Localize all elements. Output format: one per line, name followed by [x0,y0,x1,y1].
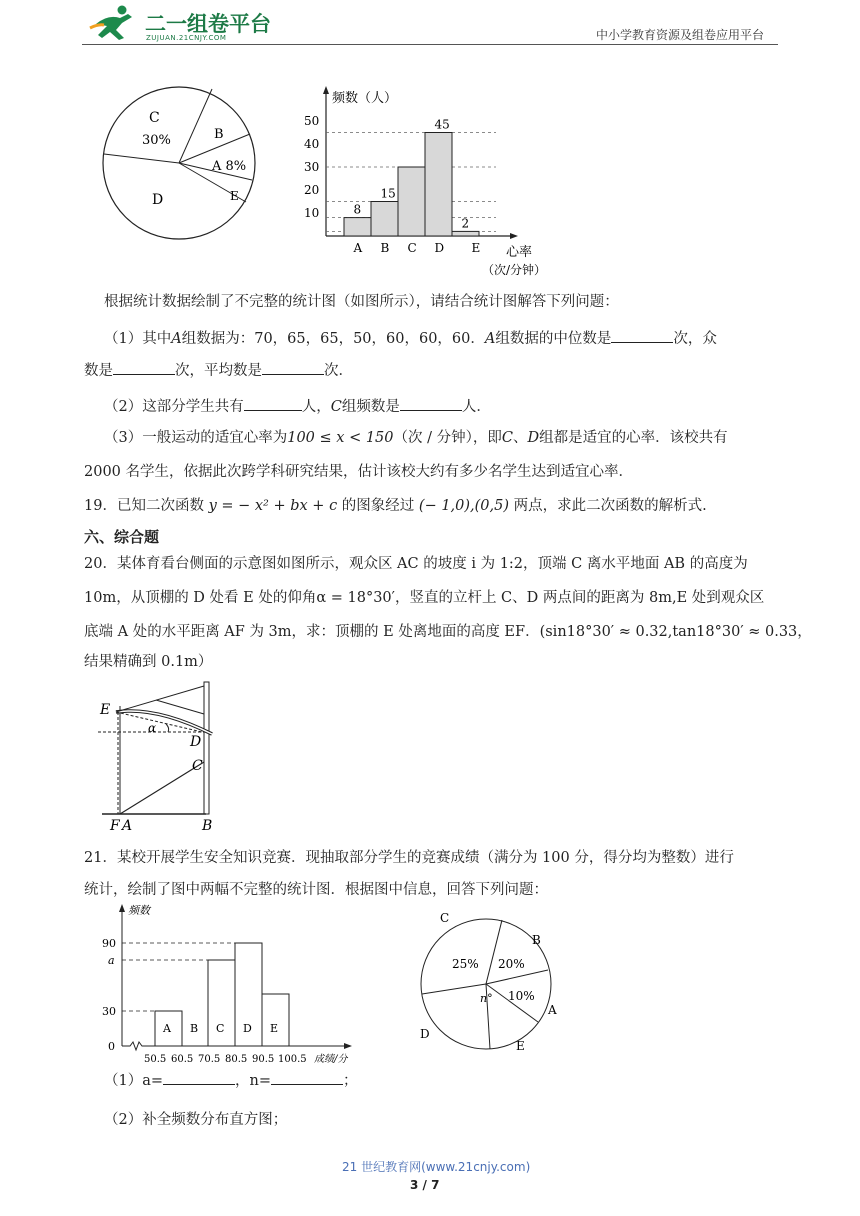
label-c: C [192,758,203,774]
header-right-text: 中小学教育资源及组卷应用平台 [596,28,765,42]
logo-subtext: ZUJUAN.21CNJY.COM [146,34,227,42]
q21-part1: （1）a= ，n= ； [104,1070,358,1091]
hist2-x-tick-80-5: 80.5 [225,1054,248,1065]
q20-line1: 20．某体育看台侧面的示意图如图所示，观众区 AC 的坡度 i 为 1:2，顶端 C 离水平地面 AB 的高度为 [84,556,748,572]
hist-y-tick: 30 [304,160,320,174]
pie2-label-c: C [440,911,450,925]
hist2-bar-label-d: D [243,1022,252,1035]
q20-line3: 底端 A 处的水平距离 AF 为 3m，求：顶棚的 E 处离地面的高度 EF．(sin18°30′ ≈ 0.32,tan18°30′ ≈ 0.33， [84,624,812,640]
hist-x-tick: D [434,241,445,255]
hist2-bar-label-e: E [270,1022,279,1035]
label-b: B [202,818,213,832]
hist2-x-tick-100-5: 100.5 [278,1054,307,1065]
hist-bar-e [452,231,479,236]
hist2-y-tick-90: 90 [102,937,116,950]
hist-bar-c [398,167,425,236]
hist-y-tick: 10 [304,206,320,220]
q18-part3-line1: （3）一般运动的适宜心率为100 ≤ x < 150（次 / 分钟），即C、D组都是适宜的心率．该校共有 [104,430,728,446]
score-histogram [100,900,370,1066]
hist2-bar-label-b: B [190,1022,199,1035]
page-number: 3 / 7 [410,1178,440,1192]
answer-blank-a[interactable] [163,1070,235,1085]
hist-bar-value-label: 45 [434,117,450,132]
answer-blank-mean[interactable] [262,360,324,375]
q21-part2: （2）补全频数分布直方图； [104,1112,288,1128]
hist-x-tick: C [407,241,417,255]
hist2-y-tick-0: 0 [108,1040,115,1053]
section-title: 六、综合题 [84,528,160,546]
q18-intro: 根据统计数据绘制了不完整的统计图（如图所示），请结合统计图解答下列问题： [104,294,619,310]
q18-part1-line1: （1）其中A组数据为：70，65，65，50，60，60，60．A组数据的中位数是 次，众 [104,328,717,349]
pie2-label-e: E [516,1039,525,1053]
hist-bar-value-label: 8 [353,202,362,217]
hist-x-tick: A [353,241,363,255]
answer-blank-total[interactable] [244,396,302,411]
hist-x-tick: E [471,241,481,255]
answer-blank-mode[interactable] [113,360,175,375]
hist2-bar-label-c: C [216,1022,225,1035]
hist2-x-label: 成绩/分 [314,1054,348,1065]
hist2-y-tick-a: a [108,954,115,967]
label-alpha: α [148,721,157,735]
hist2-x-tick-70-5: 70.5 [198,1054,221,1065]
hist-y-tick: 40 [304,137,320,151]
pie-label-c-pct: 30% [142,133,171,148]
hist2-y-label: 频数 [128,904,150,917]
pie2-label-c-pct: 25% [452,957,479,971]
stadium-diagram [96,680,226,832]
hist2-x-tick-50-5: 50.5 [144,1054,167,1065]
pie2-label-d: D [420,1027,430,1041]
label-f: F [110,818,120,832]
hist-x-title: 心率 [506,245,533,260]
pie2-label-a: A [548,1003,557,1017]
hist-bar-value-label: 2 [461,216,470,231]
hist2-x-tick-60-5: 60.5 [171,1054,194,1065]
q18-part3-line2: 2000 名学生，依据此次跨学科研究结果，估计该校大约有多少名学生达到适宜心率． [84,464,634,480]
pie2-label-a-pct: 10% [508,989,535,1003]
pie-label-a: A 8% [212,159,247,174]
hist-bar-value-label: 15 [380,186,396,201]
hist2-bar-label-a: A [163,1022,171,1035]
hist-x-tick: B [380,241,390,255]
score-pie-chart [412,908,562,1058]
pie2-label-b: B [532,933,541,947]
header-divider [82,44,778,45]
q21-line1: 21．某校开展学生安全知识竞赛．现抽取部分学生的竞赛成绩（满分为 100 分，得分均为整数）进行 [84,850,734,866]
pie-label-c: C [149,110,160,126]
hist-bar-d [425,133,452,237]
pie-label-e: E [230,189,239,203]
answer-blank-c-freq[interactable] [400,396,462,411]
heart-rate-pie-chart [100,84,260,244]
pie2-label-b-pct: 20% [498,957,525,971]
hist-y-tick: 20 [304,183,320,197]
q19: 19．已知二次函数 y = − x² + bx + c 的图象经过 (− 1,0),(0,5) 两点，求此二次函数的解析式. [84,498,707,514]
label-e: E [100,702,111,718]
q21-line2: 统计，绘制了图中两幅不完整的统计图．根据图中信息，回答下列问题： [84,882,548,898]
heart-rate-histogram [296,84,566,280]
label-d: D [190,734,202,750]
pie-label-d: D [152,192,164,208]
logo-runner-icon [88,4,140,42]
q18-part1-line2: 数是 次，平均数是 次． [84,360,353,381]
q18-part2: （2）这部分学生共有 人，C组频数是 人． [104,396,491,417]
hist-y-tick: 50 [304,114,320,128]
pie2-label-n: n° [480,992,493,1005]
answer-blank-n[interactable] [271,1070,343,1085]
q20-line4: 结果精确到 0.1m） [84,654,213,670]
q20-line2: 10m，从顶棚的 D 处看 E 处的仰角α = 18°30′，竖直的立杆上 C、D 两点间的距离为 8m,E 处到观众区 [84,590,765,606]
hist-bar-b [371,202,398,237]
hist2-x-tick-90-5: 90.5 [252,1054,275,1065]
answer-blank-median[interactable] [611,328,673,343]
hist-y-label: 频数（人） [332,91,398,106]
hist-bar-a [344,218,371,236]
logo-text: 二一组卷平台 [145,12,271,36]
pie-label-b: B [214,127,224,142]
label-a: A [122,818,133,832]
footer-link[interactable]: 21 世纪教育网(www.21cnjy.com) [342,1160,531,1174]
hist2-y-tick-30: 30 [102,1005,116,1018]
hist-x-unit: （次/分钟） [482,263,547,277]
